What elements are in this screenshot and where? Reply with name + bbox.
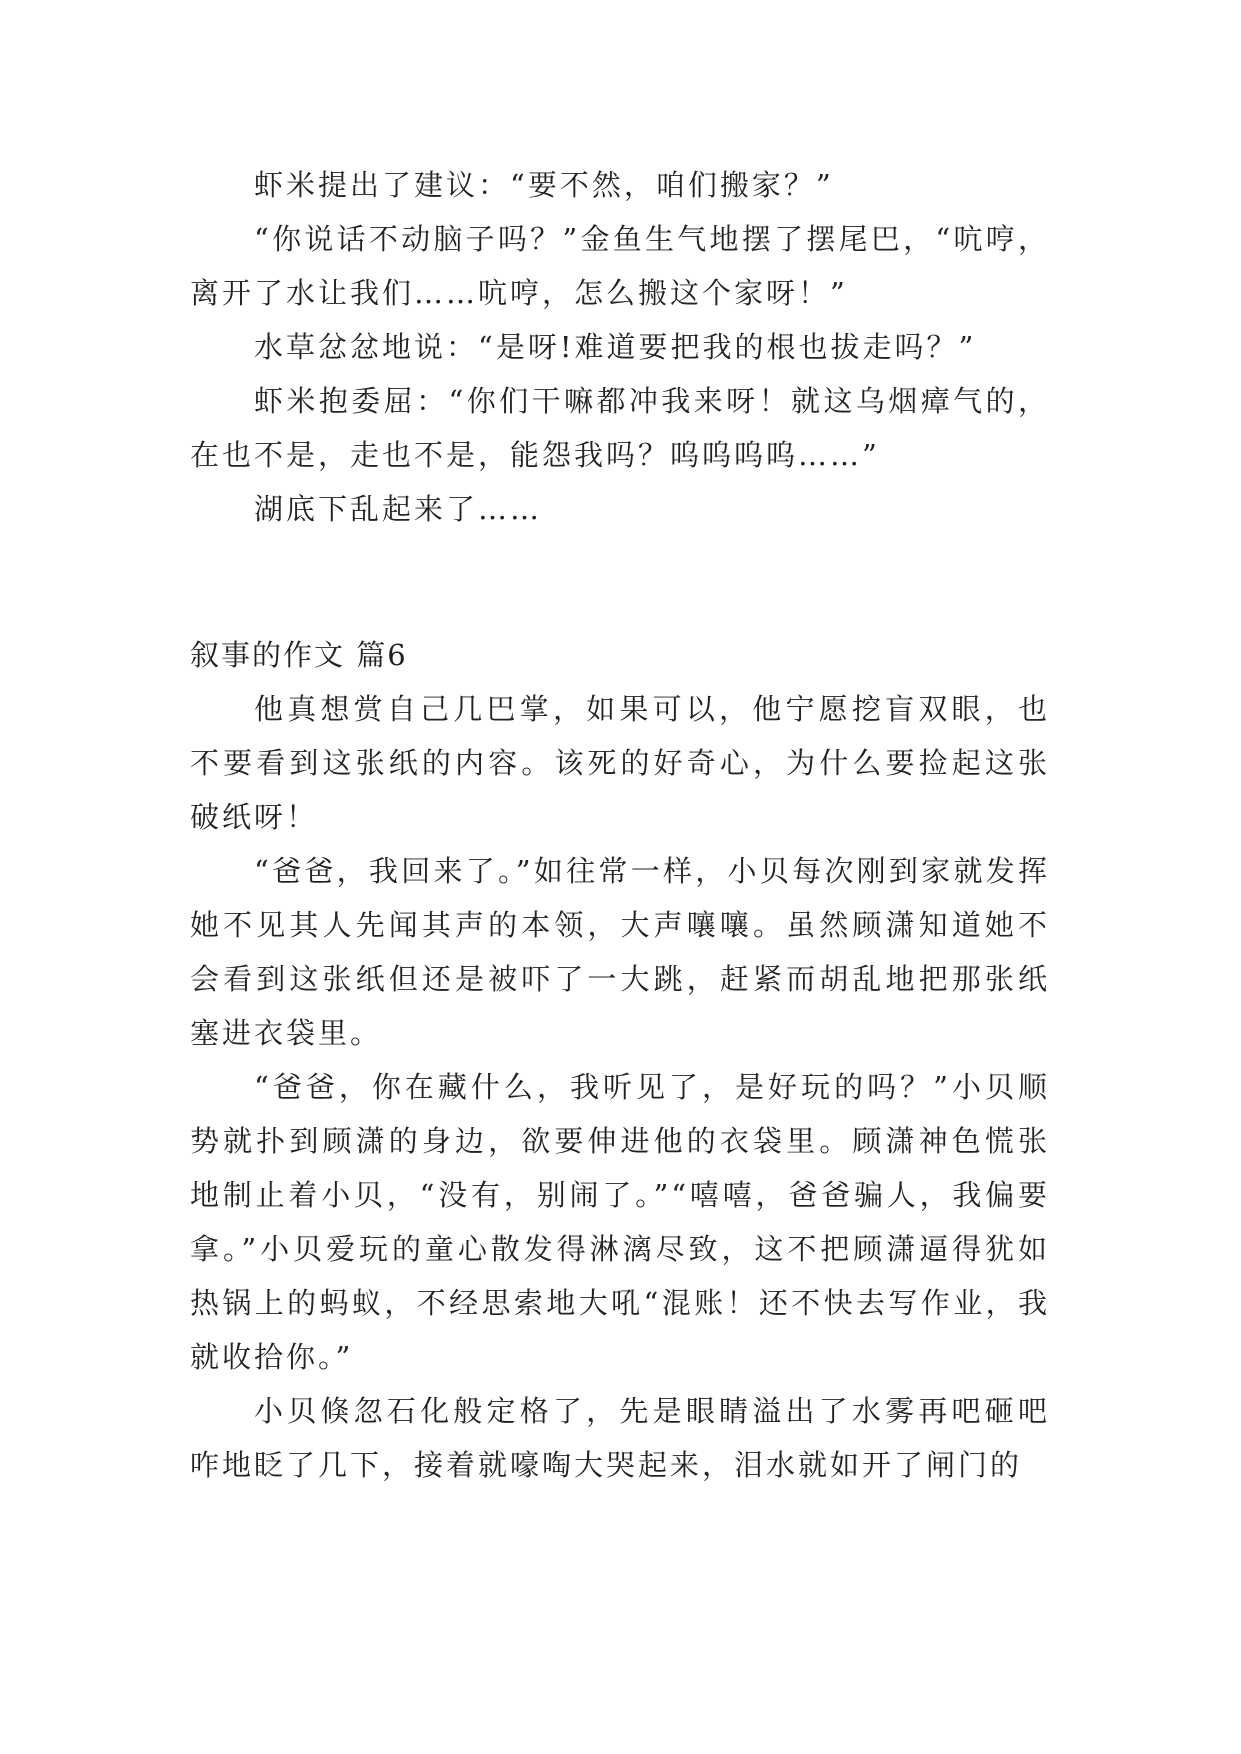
paragraph: “爸爸，你在藏什么，我听见了，是好玩的吗？”小贝顺势就扑到顾潇的身边，欲要伸进他的衣袋里。顾潇神色慌张地制止着小贝，“没有，别闹了。”“嘻嘻，爸爸骗人，我偏要拿。”小贝爱玩的童心散发得淋漓尽致，这不把顾潇逼得犹如热锅上的蚂蚁，不经思索地大吼“混账！还不快去写作业，我就收拾你。” xyxy=(190,1070,1050,1374)
paragraph: “你说话不动脑子吗？”金鱼生气地摆了摆尾巴，“吭哼，离开了水让我们……吭哼，怎么搬这个家呀！” xyxy=(190,222,1050,310)
paragraph: 湖底下乱起来了…… xyxy=(254,492,543,526)
story-section-2 xyxy=(190,682,1050,1492)
section-heading: 叙事的作文 篇6 xyxy=(190,638,408,672)
paragraph: 虾米抱委屈：“你们干嘛都冲我来呀！就这乌烟瘴气的，在也不是，走也不是，能怨我吗？呜呜呜呜……” xyxy=(190,384,1050,472)
paragraph: “爸爸，我回来了。”如往常一样，小贝每次刚到家就发挥她不见其人先闻其声的本领，大声嚷嚷。虽然顾潇知道她不会看到这张纸但还是被吓了一大跳，赶紧而胡乱地把那张纸塞进衣袋里。 xyxy=(190,854,1050,1050)
paragraph: 他真想赏自己几巴掌，如果可以，他宁愿挖盲双眼，也不要看到这张纸的内容。该死的好奇心，为什么要捡起这张破纸呀！ xyxy=(190,692,1050,834)
story-section-1 xyxy=(190,158,1050,536)
paragraph: 水草忿忿地说：“是呀!难道要把我的根也拔走吗？” xyxy=(254,330,977,364)
paragraph: 小贝倏忽石化般定格了，先是眼睛溢出了水雾再吧砸吧咋地眨了几下，接着就嚎啕大哭起来，泪水就如开了闸门的 xyxy=(190,1394,1050,1482)
paragraph: 虾米提出了建议：“要不然，咱们搬家？” xyxy=(254,168,834,202)
